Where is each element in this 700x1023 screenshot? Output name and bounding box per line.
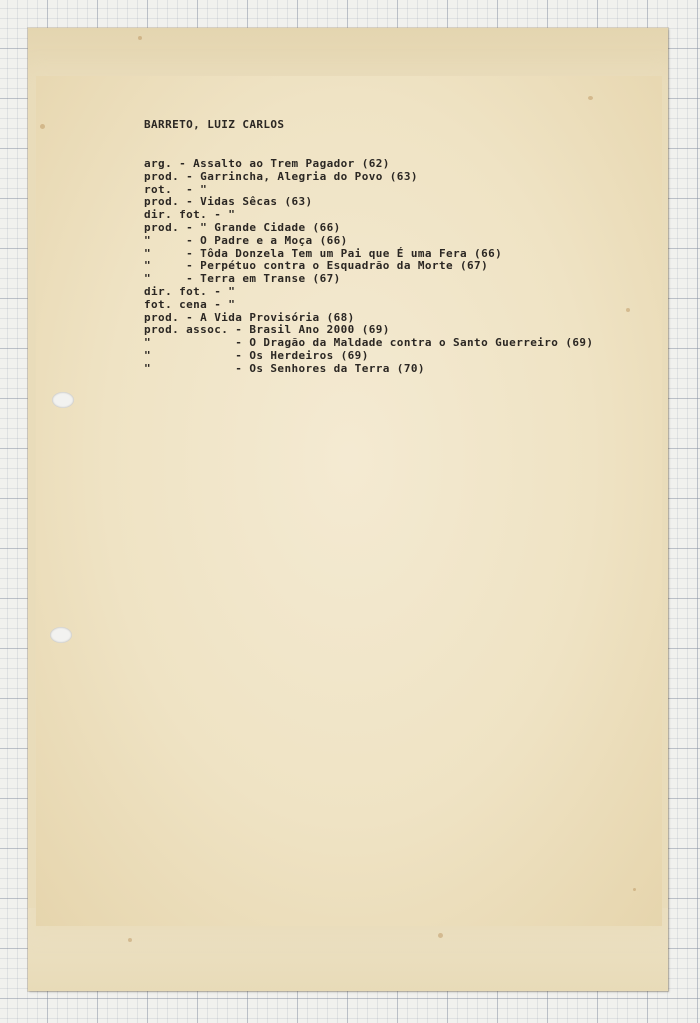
filmography-entry: " - Os Senhores da Terra (70)	[144, 361, 425, 375]
filmography-entry: " - Tôda Donzela Tem um Pai que É uma Fera (66)	[144, 246, 503, 260]
stain-mark	[438, 933, 443, 938]
filmography-entry: " - Perpétuo contra o Esquadrão da Morte (67)	[144, 259, 489, 273]
stain-mark	[138, 36, 142, 40]
filmography-entry: prod. - Vidas Sêcas (63)	[144, 195, 313, 209]
filmography-entry: " - O Padre e a Moça (66)	[144, 233, 348, 247]
punch-hole	[52, 392, 74, 408]
filmography-entry: fot. cena - "	[144, 297, 236, 311]
filmography-entry: dir. fot. - "	[144, 208, 236, 222]
stain-mark	[626, 308, 630, 312]
filmography-entry: rot. - "	[144, 182, 208, 196]
filmography-entry: prod. - Garrincha, Alegria do Povo (63)	[144, 169, 418, 183]
filmography-entry: prod. - " Grande Cidade (66)	[144, 220, 341, 234]
filmography-entry: prod. assoc. - Brasil Ano 2000 (69)	[144, 323, 390, 337]
filmography-entry: prod. - A Vida Provisória (68)	[144, 310, 355, 324]
filmography-entry: " - O Dragão da Maldade contra o Santo Guerreiro (69)	[144, 336, 594, 350]
typed-text-block	[144, 118, 593, 376]
card-heading: BARRETO, LUIZ CARLOS	[144, 118, 285, 131]
stain-mark	[633, 888, 636, 891]
filmography-entry: " - Os Herdeiros (69)	[144, 348, 369, 362]
filmography-entry: arg. - Assalto ao Trem Pagador (62)	[144, 157, 390, 170]
filmography-list	[144, 158, 593, 376]
punch-hole	[50, 627, 72, 643]
stain-mark	[128, 938, 132, 942]
filmography-entry: dir. fot. - "	[144, 284, 236, 298]
filmography-entry: " - Terra em Transe (67)	[144, 272, 341, 286]
stain-mark	[40, 124, 45, 129]
stain-mark	[588, 96, 593, 100]
